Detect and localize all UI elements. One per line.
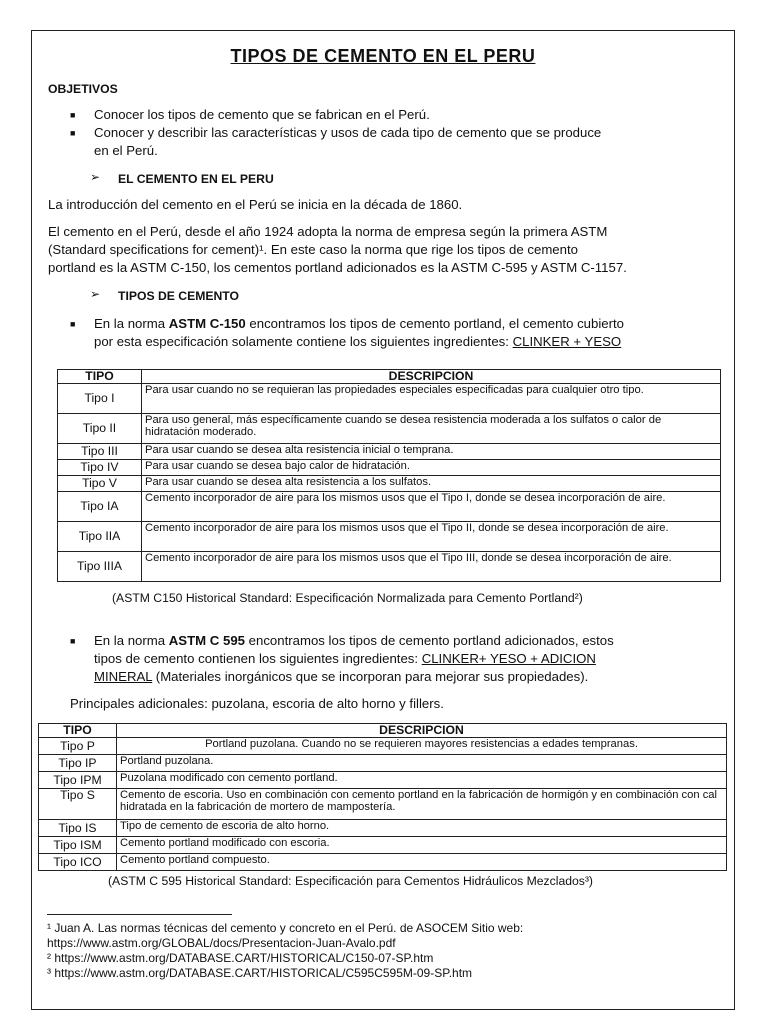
column-header-tipo: TIPO	[58, 370, 142, 384]
descripcion-cell: Para usar cuando se desea alta resistencia inicial o temprana.	[142, 444, 721, 460]
bullet-text-cont: tipos de cemento contienen los siguientes ingredientes: CLINKER+ YESO + ADICION	[94, 651, 596, 666]
tipo-cell: Tipo II	[58, 414, 142, 444]
footnote: ³ https://www.astm.org/DATABASE.CART/HISTORICAL/C595C595M-09-SP.htm	[47, 966, 473, 980]
bullet-text: En la norma ASTM C-150 encontramos los tipos de cemento portland, el cemento cubierto	[94, 316, 624, 331]
tipo-cell: Tipo V	[58, 476, 142, 492]
footnote: ¹ Juan A. Las normas técnicas del cemento y concreto en el Perú. de ASOCEM Sitio web:	[47, 921, 524, 935]
tipo-cell: Tipo ICO	[39, 854, 117, 871]
tipo-cell: Tipo IPM	[39, 772, 117, 789]
column-header-descripcion: DESCRIPCION	[142, 370, 721, 384]
table-row	[39, 854, 727, 871]
paragraph: Principales adicionales: puzolana, escoria de alto horno y fillers.	[70, 696, 444, 711]
footnote: https://www.astm.org/GLOBAL/docs/Presentacion-Juan-Avalo.pdf	[47, 936, 396, 950]
descripcion-cell: Puzolana modificado con cemento portland.	[117, 772, 727, 789]
section-heading: TIPOS DE CEMENTO	[118, 289, 239, 303]
descripcion-cell: Cemento portland compuesto.	[117, 854, 727, 871]
cement-types-table-c595	[38, 723, 727, 871]
bullet-text-cont: por esta especificación solamente contiene los siguientes ingredientes: CLINKER + YESO	[94, 334, 622, 349]
descripcion-cell: Cemento incorporador de aire para los mismos usos que el Tipo II, donde se desea incorporación de aire.	[142, 522, 721, 552]
arrow-bullet-icon: ➢	[90, 170, 101, 184]
tipo-cell: Tipo P	[39, 738, 117, 755]
table-row	[39, 755, 727, 772]
tipo-cell: Tipo S	[39, 789, 117, 820]
table-row	[58, 552, 721, 582]
column-header-descripcion: DESCRIPCION	[117, 724, 727, 738]
table-row	[39, 738, 727, 755]
tipo-cell: Tipo ISM	[39, 837, 117, 854]
table-header-row	[39, 724, 727, 738]
objetivos-heading: OBJETIVOS	[48, 82, 118, 96]
footnote-divider	[47, 914, 232, 915]
descripcion-cell: Cemento de escoria. Uso en combinación con cemento portland en la fabricación de hormigón y en combinación con cal hidratada en la fabricación de mortero de mampostería.	[117, 789, 727, 820]
objetivo-item: Conocer y describir las características y usos de cada tipo de cemento que se produce	[94, 125, 602, 140]
paragraph: La introducción del cemento en el Perú se inicia en la década de 1860.	[48, 197, 463, 212]
tipo-cell: Tipo IIIA	[58, 552, 142, 582]
table-row	[39, 789, 727, 820]
descripcion-cell: Para usar cuando se desea alta resistencia a los sulfatos.	[142, 476, 721, 492]
descripcion-cell: Portland puzolana. Cuando no se requieren mayores resistencias a edades tempranas.	[117, 738, 727, 755]
descripcion-cell: Tipo de cemento de escoria de alto horno.	[117, 820, 727, 837]
footnote: ² https://www.astm.org/DATABASE.CART/HISTORICAL/C150-07-SP.htm	[47, 951, 434, 965]
table-row	[58, 492, 721, 522]
bullet-text: En la norma ASTM C 595 encontramos los tipos de cemento portland adicionados, estos	[94, 633, 614, 648]
page-title: TIPOS DE CEMENTO EN EL PERU	[230, 46, 536, 66]
table-caption: (ASTM C 595 Historical Standard: Especificación para Cementos Hidráulicos Mezclados³)	[108, 874, 593, 888]
descripcion-cell: Para usar cuando se desea bajo calor de hidratación.	[142, 460, 721, 476]
paragraph-line: (Standard specifications for cement)¹. En este caso la norma que rige los tipos de cemento	[48, 242, 578, 257]
cement-types-table-c150	[57, 369, 721, 582]
table-row	[58, 476, 721, 492]
table-header-row	[58, 370, 721, 384]
table-row	[58, 444, 721, 460]
document-page	[31, 30, 735, 1010]
objetivo-item-cont: en el Perú.	[94, 143, 158, 158]
descripcion-cell: Cemento incorporador de aire para los mismos usos que el Tipo I, donde se desea incorporación de aire.	[142, 492, 721, 522]
table-row	[39, 772, 727, 789]
table-row	[58, 460, 721, 476]
column-header-tipo: TIPO	[39, 724, 117, 738]
table-caption: (ASTM C150 Historical Standard: Especificación Normalizada para Cemento Portland²)	[112, 591, 583, 605]
table-row	[39, 837, 727, 854]
descripcion-cell: Para uso general, más específicamente cuando se desea resistencia moderada a los sulfatos o calor de hidratación moderado.	[142, 414, 721, 444]
descripcion-cell: Portland puzolana.	[117, 755, 727, 772]
bullet-icon: ■	[70, 110, 76, 120]
section-heading: EL CEMENTO EN EL PERU	[118, 172, 274, 186]
descripcion-cell: Cemento portland modificado con escoria.	[117, 837, 727, 854]
tipo-cell: Tipo I	[58, 384, 142, 414]
tipo-cell: Tipo IS	[39, 820, 117, 837]
bullet-icon: ■	[70, 128, 76, 138]
arrow-bullet-icon: ➢	[90, 287, 101, 301]
tipo-cell: Tipo IIA	[58, 522, 142, 552]
bullet-icon: ■	[70, 319, 76, 329]
table-row	[58, 522, 721, 552]
descripcion-cell: Para usar cuando no se requieran las propiedades especiales especificadas para cualquier otro tipo.	[142, 384, 721, 414]
tipo-cell: Tipo IP	[39, 755, 117, 772]
bullet-text-cont: MINERAL (Materiales inorgánicos que se incorporan para mejorar sus propiedades).	[94, 669, 589, 684]
descripcion-cell: Cemento incorporador de aire para los mismos usos que el Tipo III, donde se desea incorporación de aire.	[142, 552, 721, 582]
objetivo-item: Conocer los tipos de cemento que se fabrican en el Perú.	[94, 107, 430, 122]
table-row	[58, 384, 721, 414]
table-row	[39, 820, 727, 837]
paragraph-line: El cemento en el Perú, desde el año 1924 adopta la norma de empresa según la primera ASTM	[48, 224, 608, 239]
tipo-cell: Tipo IV	[58, 460, 142, 476]
paragraph-line: portland es la ASTM C-150, los cementos portland adicionados es la ASTM C-595 y ASTM C-1157.	[48, 260, 627, 275]
tipo-cell: Tipo III	[58, 444, 142, 460]
table-row	[58, 414, 721, 444]
tipo-cell: Tipo IA	[58, 492, 142, 522]
bullet-icon: ■	[70, 636, 76, 646]
